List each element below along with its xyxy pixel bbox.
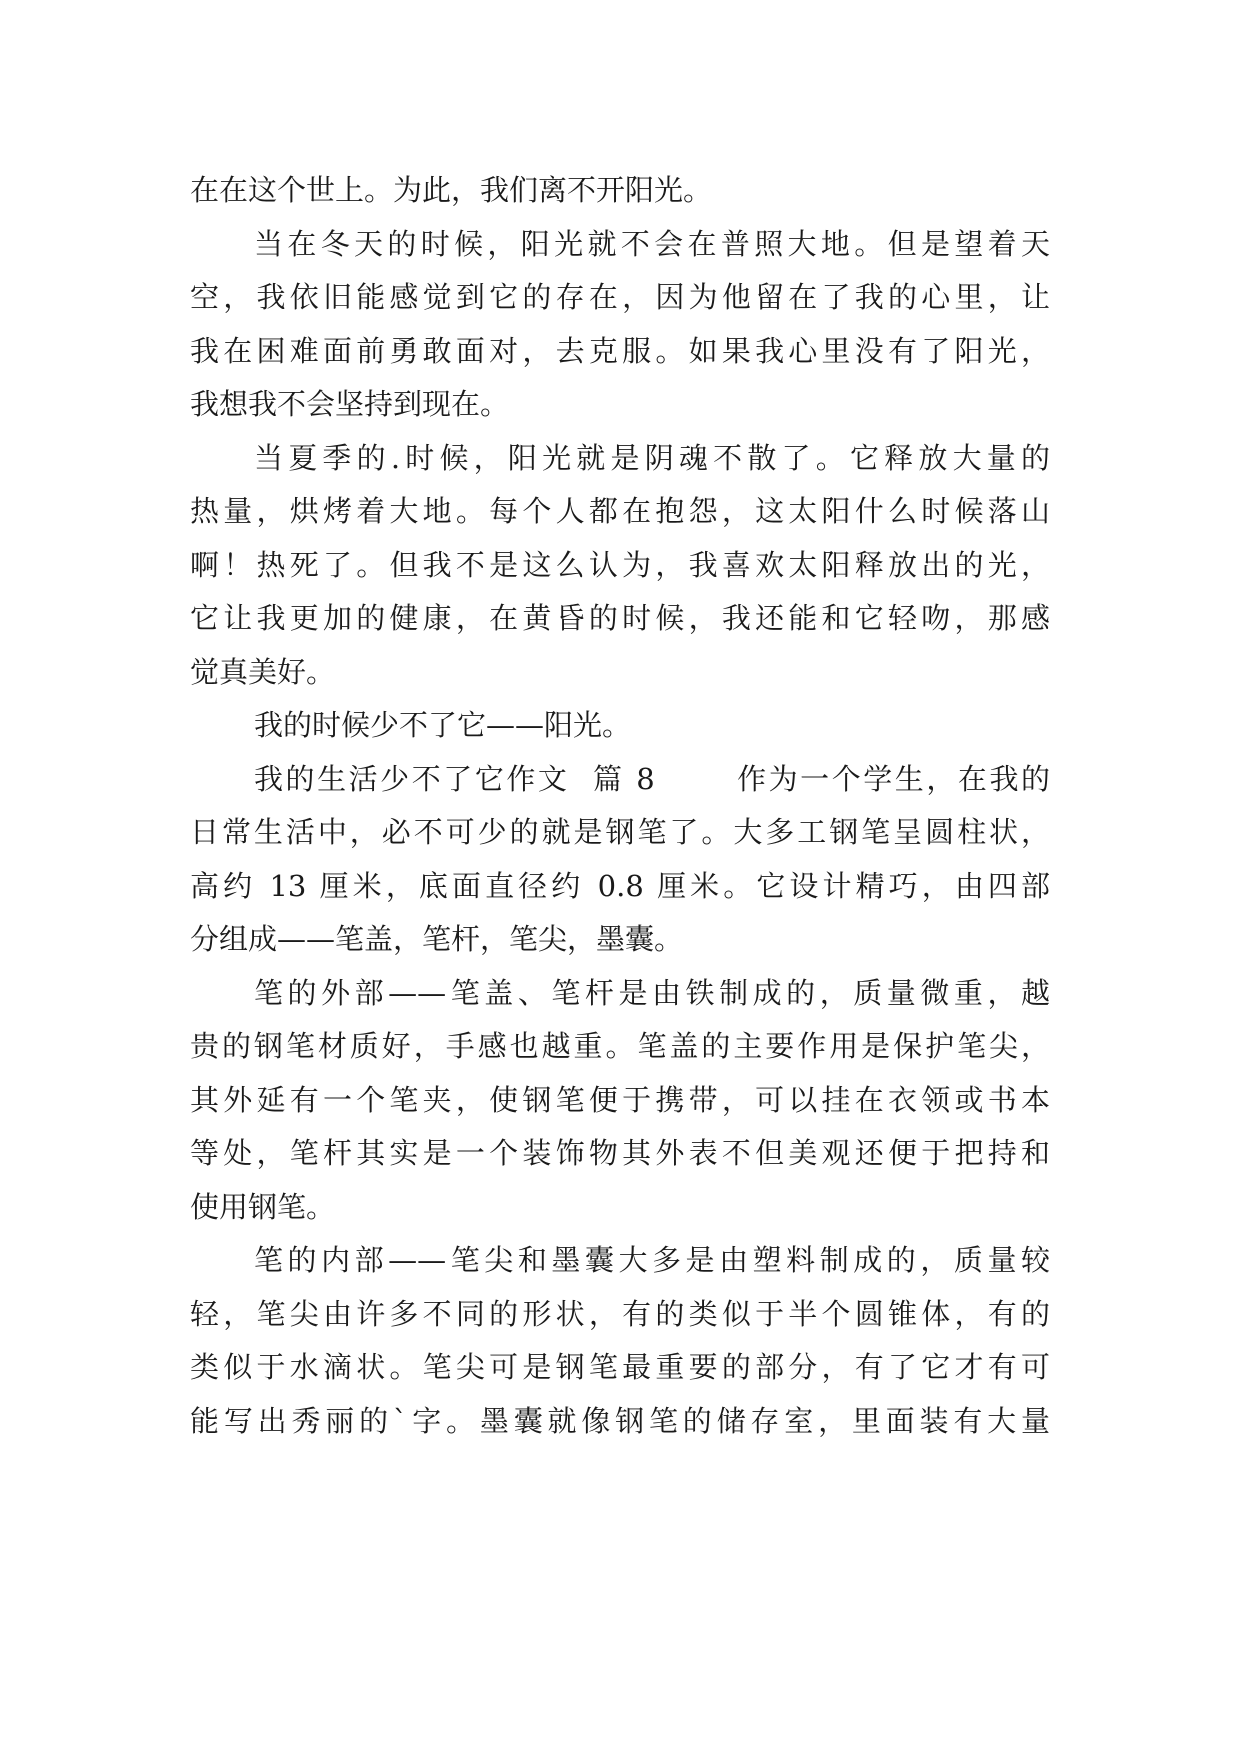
text-line: 热量，烘烤着大地。每个人都在抱怨，这太阳什么时候落山 xyxy=(190,494,1050,528)
text-line: 啊！热死了。但我不是这么认为，我喜欢太阳释放出的光， xyxy=(190,547,1050,582)
text-line: 当在冬天的时候，阳光就不会在普照大地。但是望着天 xyxy=(254,226,1050,261)
text-line: 等处，笔杆其实是一个装饰物其外表不但美观还便于把持和 xyxy=(190,1136,1050,1170)
paragraph-2 xyxy=(190,218,1060,432)
text-line: 我在困难面前勇敢面对，去克服。如果我心里没有了阳光， xyxy=(190,333,1050,368)
text-line: 我的生活少不了它作文 篇 8 作为一个学生，在我的 xyxy=(254,761,1050,796)
text-line: 分组成——笔盖，笔杆，笔尖，墨囊。 xyxy=(190,922,684,956)
paragraph-6 xyxy=(190,967,1060,1235)
paragraph-4 xyxy=(190,699,1060,753)
text-line: 当夏季的.时候，阳光就是阴魂不散了。它释放大量的 xyxy=(254,440,1050,475)
text-line: 笔的内部——笔尖和墨囊大多是由塑料制成的，质量较 xyxy=(254,1243,1050,1277)
text-line: 觉真美好。 xyxy=(190,654,336,689)
text-line: 类似于水滴状。笔尖可是钢笔最重要的部分，有了它才有可 xyxy=(190,1350,1050,1384)
text-line: 使用钢笔。 xyxy=(190,1189,336,1224)
text-line: 轻，笔尖由许多不同的形状，有的类似于半个圆锥体，有的 xyxy=(190,1296,1050,1331)
text-line: 笔的外部——笔盖、笔杆是由铁制成的，质量微重，越 xyxy=(254,975,1050,1010)
text-line: 空，我依旧能感觉到它的存在，因为他留在了我的心里，让 xyxy=(190,280,1050,314)
text-line: 能写出秀丽的`字。墨囊就像钢笔的储存室，里面装有大量 xyxy=(190,1403,1050,1438)
paragraph-5 xyxy=(190,753,1060,967)
text-line: 在在这个世上。为此，我们离不开阳光。 xyxy=(190,173,713,207)
text-line: 它让我更加的健康，在黄昏的时候，我还能和它轻吻，那感 xyxy=(190,601,1050,635)
paragraph-7 xyxy=(190,1234,1060,1448)
text-line: 我的时候少不了它——阳光。 xyxy=(254,708,632,742)
document-body xyxy=(190,164,1060,1448)
text-line: 贵的钢笔材质好，手感也越重。笔盖的主要作用是保护笔尖， xyxy=(190,1029,1050,1063)
paragraph-1 xyxy=(190,164,1060,218)
paragraph-3 xyxy=(190,432,1060,700)
text-line: 其外延有一个笔夹，使钢笔便于携带，可以挂在衣领或书本 xyxy=(190,1082,1050,1117)
text-line: 我想我不会坚持到现在。 xyxy=(190,387,510,421)
text-line: 高约 13 厘米，底面直径约 0.8 厘米。它设计精巧，由四部 xyxy=(190,868,1050,903)
text-line: 日常生活中，必不可少的就是钢笔了。大多工钢笔呈圆柱状， xyxy=(190,815,1050,849)
